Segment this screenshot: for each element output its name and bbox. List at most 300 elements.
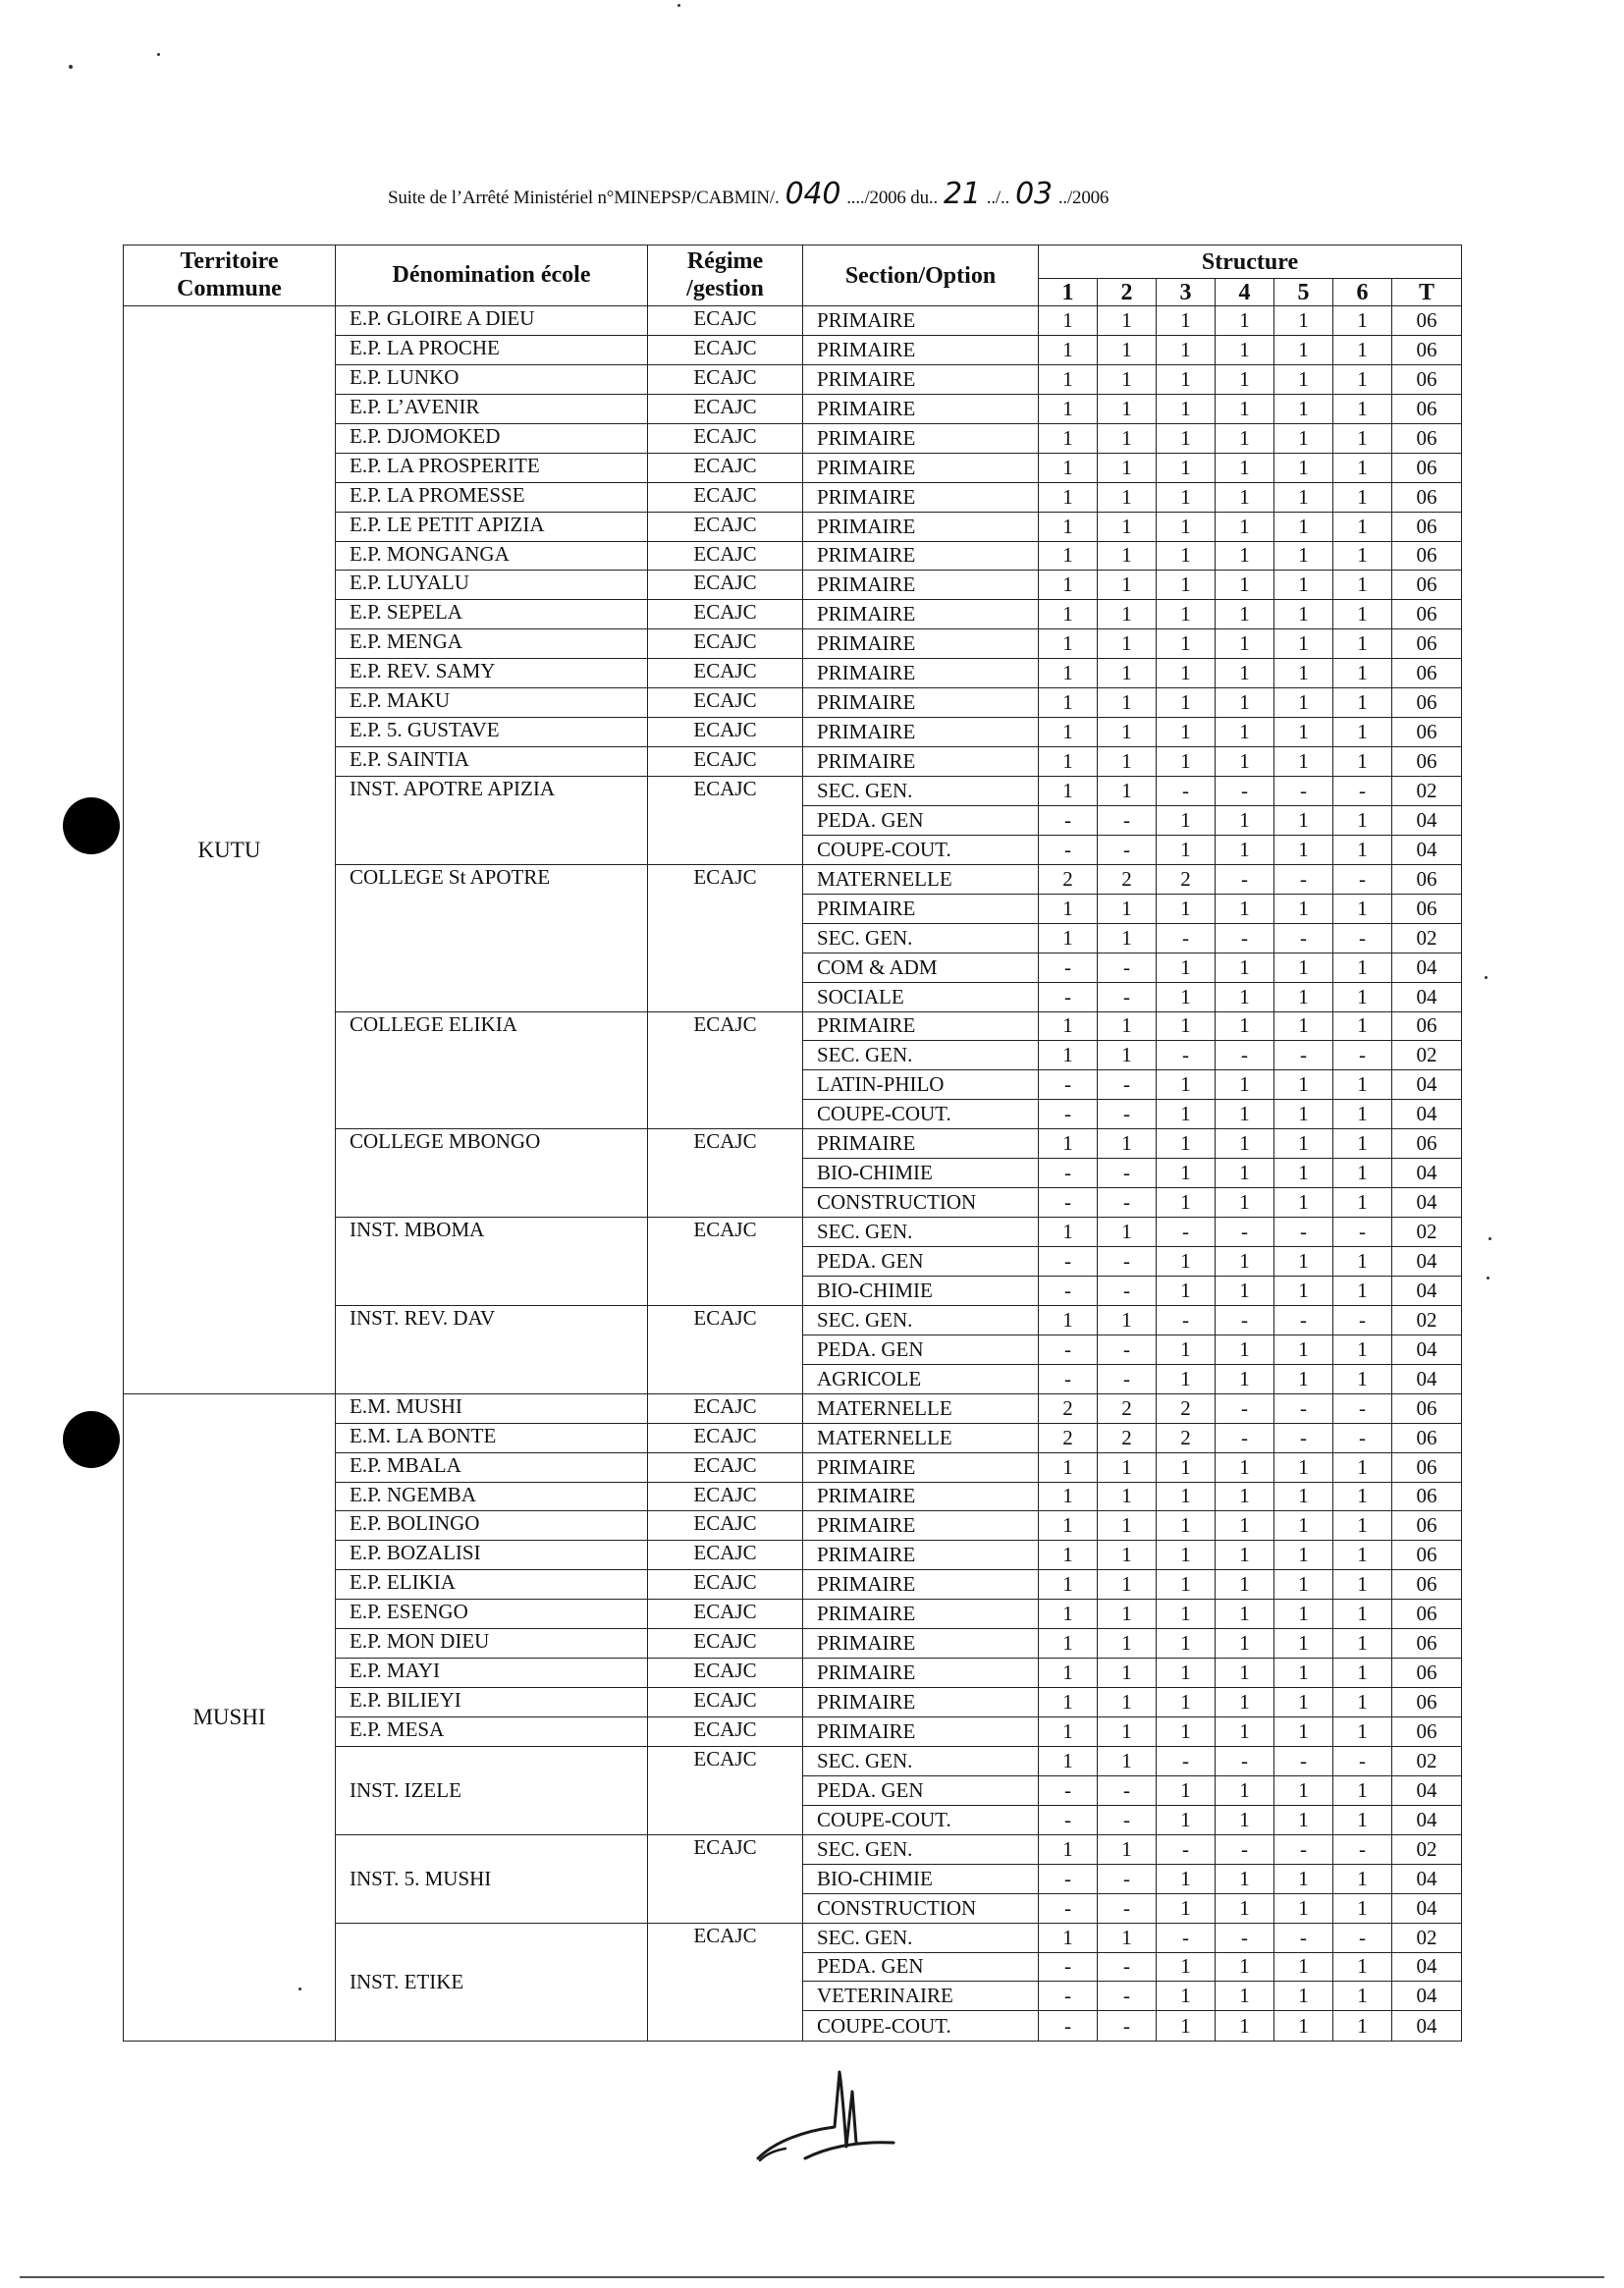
section-cell: PRIMAIRE <box>803 541 1039 571</box>
scan-speck <box>298 1988 301 1990</box>
total-cell: 06 <box>1392 1688 1462 1717</box>
structure-cell: 1 <box>1157 541 1216 571</box>
decree-number: 040 <box>785 177 841 211</box>
structure-cell: 1 <box>1333 747 1392 777</box>
regime-cell: ECAJC <box>648 1923 803 2041</box>
structure-cell: 1 <box>1274 1159 1333 1188</box>
structure-cell: 1 <box>1216 306 1274 336</box>
structure-cell: 1 <box>1274 1717 1333 1747</box>
structure-cell: 1 <box>1274 1659 1333 1688</box>
structure-cell: 1 <box>1333 394 1392 423</box>
structure-cell: 1 <box>1333 1482 1392 1511</box>
structure-cell: 1 <box>1274 1864 1333 1893</box>
structure-cell: 1 <box>1216 1600 1274 1629</box>
total-cell: 06 <box>1392 1452 1462 1482</box>
structure-cell: - <box>1216 777 1274 806</box>
structure-cell: - <box>1098 1952 1157 1982</box>
section-cell: PRIMAIRE <box>803 1482 1039 1511</box>
structure-cell: 1 <box>1274 1452 1333 1482</box>
structure-cell: 1 <box>1274 894 1333 923</box>
section-cell: COUPE-COUT. <box>803 835 1039 864</box>
structure-cell: - <box>1274 1218 1333 1247</box>
structure-cell: 1 <box>1157 2011 1216 2042</box>
section-cell: SEC. GEN. <box>803 923 1039 953</box>
structure-cell: 1 <box>1333 1100 1392 1129</box>
school-name-cell: E.P. LE PETIT APIZIA <box>336 512 648 541</box>
table-body <box>124 306 1462 2042</box>
school-name-cell: E.P. SAINTIA <box>336 747 648 777</box>
structure-cell: 1 <box>1216 1893 1274 1923</box>
structure-cell: - <box>1039 1335 1098 1364</box>
total-cell: 04 <box>1392 1335 1462 1364</box>
section-cell: SEC. GEN. <box>803 1746 1039 1775</box>
structure-cell: 1 <box>1157 1011 1216 1041</box>
section-cell: AGRICOLE <box>803 1364 1039 1393</box>
structure-cell: - <box>1098 982 1157 1011</box>
total-cell: 02 <box>1392 1923 1462 1952</box>
structure-cell: 1 <box>1098 1923 1157 1952</box>
structure-cell: - <box>1274 1923 1333 1952</box>
structure-cell: 1 <box>1157 1570 1216 1600</box>
section-cell: MATERNELLE <box>803 1393 1039 1423</box>
structure-cell: 1 <box>1039 1746 1098 1775</box>
structure-cell: - <box>1098 1276 1157 1305</box>
structure-cell: 1 <box>1216 805 1274 835</box>
structure-cell: 1 <box>1274 541 1333 571</box>
structure-cell: 1 <box>1274 1276 1333 1305</box>
structure-cell: - <box>1333 1305 1392 1335</box>
structure-cell: - <box>1098 1070 1157 1100</box>
total-cell: 06 <box>1392 1511 1462 1541</box>
structure-cell: - <box>1098 1982 1157 2011</box>
structure-cell: - <box>1098 1864 1157 1893</box>
section-cell: PEDA. GEN <box>803 1952 1039 1982</box>
school-name-cell: INST. REV. DAV <box>336 1305 648 1393</box>
section-cell: SEC. GEN. <box>803 1305 1039 1335</box>
col-year-4: 4 <box>1216 279 1274 306</box>
structure-cell: 1 <box>1039 629 1098 659</box>
structure-cell: - <box>1039 1188 1098 1218</box>
structure-cell: 1 <box>1039 600 1098 629</box>
total-cell: 04 <box>1392 1159 1462 1188</box>
section-cell: VETERINAIRE <box>803 1982 1039 2011</box>
structure-cell: 1 <box>1274 1893 1333 1923</box>
total-cell: 04 <box>1392 2011 1462 2042</box>
total-cell: 06 <box>1392 571 1462 600</box>
school-name-cell: E.P. L’AVENIR <box>336 394 648 423</box>
structure-cell: 1 <box>1039 1218 1098 1247</box>
document-heading: Suite de l’Arrêté Ministériel n°MINEPSP/CABMIN/. 040 ..../2006 du.. 21 ../.. 03 ../2006 <box>388 177 1110 211</box>
school-name-cell: E.P. BILIEYI <box>336 1688 648 1717</box>
structure-cell: 1 <box>1216 1247 1274 1277</box>
section-cell: PRIMAIRE <box>803 688 1039 718</box>
school-name-cell: INST. 5. MUSHI <box>336 1834 648 1923</box>
structure-cell: - <box>1333 1423 1392 1452</box>
structure-cell: 1 <box>1216 364 1274 394</box>
section-cell: PEDA. GEN <box>803 1247 1039 1277</box>
structure-cell: 1 <box>1216 423 1274 453</box>
structure-cell: 1 <box>1274 1629 1333 1659</box>
structure-cell: 1 <box>1157 423 1216 453</box>
structure-cell: 1 <box>1157 306 1216 336</box>
structure-cell: 1 <box>1157 894 1216 923</box>
regime-cell: ECAJC <box>648 335 803 364</box>
section-cell: SEC. GEN. <box>803 1041 1039 1070</box>
structure-cell: 1 <box>1274 571 1333 600</box>
structure-cell: - <box>1216 1041 1274 1070</box>
structure-cell: 1 <box>1157 600 1216 629</box>
structure-cell: 1 <box>1216 1952 1274 1982</box>
structure-cell: - <box>1216 864 1274 894</box>
total-cell: 04 <box>1392 1247 1462 1277</box>
structure-cell: - <box>1157 777 1216 806</box>
structure-cell: 1 <box>1216 1159 1274 1188</box>
section-cell: SEC. GEN. <box>803 1218 1039 1247</box>
structure-cell: 1 <box>1216 1659 1274 1688</box>
structure-cell: - <box>1274 864 1333 894</box>
school-name-cell: E.P. BOLINGO <box>336 1511 648 1541</box>
structure-cell: - <box>1098 1188 1157 1218</box>
structure-cell: 1 <box>1098 1570 1157 1600</box>
structure-cell: 1 <box>1039 394 1098 423</box>
structure-cell: 1 <box>1039 1511 1098 1541</box>
structure-cell: 1 <box>1157 1276 1216 1305</box>
structure-cell: 1 <box>1274 1570 1333 1600</box>
scan-speck <box>1487 1277 1489 1280</box>
structure-cell: 1 <box>1333 482 1392 512</box>
structure-cell: 1 <box>1039 1629 1098 1659</box>
school-name-cell: E.P. NGEMBA <box>336 1482 648 1511</box>
col-year-1: 1 <box>1039 279 1098 306</box>
structure-cell: 2 <box>1157 1423 1216 1452</box>
regime-cell: ECAJC <box>648 1218 803 1306</box>
structure-cell: 1 <box>1157 1805 1216 1834</box>
regime-cell: ECAJC <box>648 1717 803 1747</box>
structure-cell: - <box>1216 923 1274 953</box>
structure-cell: 2 <box>1098 864 1157 894</box>
structure-cell: 1 <box>1274 306 1333 336</box>
structure-cell: 1 <box>1216 1511 1274 1541</box>
structure-cell: - <box>1333 1218 1392 1247</box>
structure-cell: 1 <box>1098 1011 1157 1041</box>
structure-cell: 1 <box>1039 364 1098 394</box>
school-name-cell: E.P. SEPELA <box>336 600 648 629</box>
structure-cell: 2 <box>1098 1393 1157 1423</box>
structure-cell: - <box>1274 1393 1333 1423</box>
total-cell: 06 <box>1392 1011 1462 1041</box>
structure-cell: 1 <box>1216 629 1274 659</box>
structure-cell: - <box>1274 923 1333 953</box>
structure-cell: 1 <box>1157 1364 1216 1393</box>
structure-cell: 1 <box>1216 1276 1274 1305</box>
school-name-cell: E.P. MONGANGA <box>336 541 648 571</box>
col-year-3: 3 <box>1157 279 1216 306</box>
structure-cell: 1 <box>1098 688 1157 718</box>
structure-cell: 1 <box>1274 1011 1333 1041</box>
structure-cell: 1 <box>1098 747 1157 777</box>
total-cell: 04 <box>1392 1893 1462 1923</box>
structure-cell: - <box>1216 1393 1274 1423</box>
section-cell: PRIMAIRE <box>803 1688 1039 1717</box>
section-cell: SOCIALE <box>803 982 1039 1011</box>
structure-cell: 1 <box>1098 364 1157 394</box>
structure-cell: 1 <box>1157 1482 1216 1511</box>
structure-cell: 2 <box>1039 1393 1098 1423</box>
section-cell: PEDA. GEN <box>803 1775 1039 1805</box>
section-cell: PRIMAIRE <box>803 423 1039 453</box>
decree-day: 21 <box>944 177 981 211</box>
section-cell: PRIMAIRE <box>803 1011 1039 1041</box>
structure-cell: 1 <box>1274 1070 1333 1100</box>
total-cell: 02 <box>1392 1834 1462 1864</box>
structure-cell: 1 <box>1039 541 1098 571</box>
total-cell: 06 <box>1392 629 1462 659</box>
structure-cell: 1 <box>1157 805 1216 835</box>
total-cell: 04 <box>1392 1982 1462 2011</box>
structure-cell: 1 <box>1157 1982 1216 2011</box>
total-cell: 04 <box>1392 1952 1462 1982</box>
structure-cell: 1 <box>1039 571 1098 600</box>
structure-cell: 1 <box>1157 394 1216 423</box>
section-cell: PRIMAIRE <box>803 747 1039 777</box>
school-name-cell: E.P. LA PROMESSE <box>336 482 648 512</box>
structure-cell: 1 <box>1157 482 1216 512</box>
structure-cell: 1 <box>1333 1864 1392 1893</box>
structure-cell: 1 <box>1333 1452 1392 1482</box>
structure-cell: 1 <box>1274 659 1333 688</box>
structure-cell: 1 <box>1157 1600 1216 1629</box>
structure-cell: - <box>1274 1746 1333 1775</box>
section-cell: COUPE-COUT. <box>803 2011 1039 2042</box>
regime-cell: ECAJC <box>648 1393 803 1423</box>
structure-cell: 1 <box>1157 571 1216 600</box>
regime-cell: ECAJC <box>648 1659 803 1688</box>
structure-cell: - <box>1039 1864 1098 1893</box>
structure-cell: 1 <box>1157 1159 1216 1188</box>
structure-cell: 1 <box>1157 953 1216 982</box>
structure-cell: - <box>1274 777 1333 806</box>
total-cell: 04 <box>1392 1100 1462 1129</box>
total-cell: 06 <box>1392 1570 1462 1600</box>
structure-cell: - <box>1039 805 1098 835</box>
structure-cell: 1 <box>1098 512 1157 541</box>
total-cell: 06 <box>1392 335 1462 364</box>
scan-speck <box>69 65 73 69</box>
heading-prefix: Suite de l’Arrêté Ministériel n°MINEPSP/CABMIN/ <box>388 188 776 208</box>
school-name-cell: E.P. MBALA <box>336 1452 648 1482</box>
structure-cell: 1 <box>1216 1775 1274 1805</box>
total-cell: 04 <box>1392 953 1462 982</box>
col-structure: Structure <box>1039 245 1462 279</box>
col-year-6: 6 <box>1333 279 1392 306</box>
structure-cell: 1 <box>1157 1893 1216 1923</box>
structure-cell: 1 <box>1039 894 1098 923</box>
structure-cell: 1 <box>1274 364 1333 394</box>
regime-cell: ECAJC <box>648 1746 803 1834</box>
school-name-cell: INST. ETIKE <box>336 1923 648 2041</box>
structure-cell: 1 <box>1216 453 1274 482</box>
structure-cell: - <box>1098 1100 1157 1129</box>
structure-cell: 1 <box>1274 1482 1333 1511</box>
scan-speck <box>1485 976 1488 979</box>
structure-cell: 1 <box>1157 629 1216 659</box>
structure-cell: - <box>1333 1923 1392 1952</box>
structure-cell: 1 <box>1039 1717 1098 1747</box>
structure-cell: 1 <box>1274 1982 1333 2011</box>
structure-cell: - <box>1039 1952 1098 1982</box>
regime-cell: ECAJC <box>648 1305 803 1393</box>
scan-speck <box>157 53 160 56</box>
regime-cell: ECAJC <box>648 453 803 482</box>
structure-cell: 1 <box>1157 1952 1216 1982</box>
structure-cell: 1 <box>1039 482 1098 512</box>
structure-cell: 2 <box>1098 1423 1157 1452</box>
structure-cell: 1 <box>1098 659 1157 688</box>
structure-cell: 1 <box>1216 953 1274 982</box>
section-cell: PRIMAIRE <box>803 1541 1039 1570</box>
structure-cell: 1 <box>1274 423 1333 453</box>
structure-cell: 1 <box>1098 718 1157 747</box>
table-row <box>124 1393 1462 1423</box>
section-cell: PRIMAIRE <box>803 1600 1039 1629</box>
structure-cell: 1 <box>1039 1541 1098 1570</box>
structure-cell: 1 <box>1157 512 1216 541</box>
total-cell: 06 <box>1392 364 1462 394</box>
structure-cell: 1 <box>1098 600 1157 629</box>
regime-cell: ECAJC <box>648 1629 803 1659</box>
structure-cell: 1 <box>1274 629 1333 659</box>
structure-cell: - <box>1274 1041 1333 1070</box>
school-name-cell: E.P. MON DIEU <box>336 1629 648 1659</box>
heading-mid: /2006 du <box>864 188 929 208</box>
structure-cell: 1 <box>1098 394 1157 423</box>
regime-cell: ECAJC <box>648 423 803 453</box>
structure-cell: 1 <box>1274 335 1333 364</box>
structure-cell: 1 <box>1157 1188 1216 1218</box>
total-cell: 06 <box>1392 1600 1462 1629</box>
structure-cell: 1 <box>1039 453 1098 482</box>
section-cell: PRIMAIRE <box>803 629 1039 659</box>
structure-cell: 2 <box>1157 1393 1216 1423</box>
regime-cell: ECAJC <box>648 541 803 571</box>
structure-cell: 1 <box>1216 600 1274 629</box>
structure-cell: 1 <box>1098 335 1157 364</box>
structure-cell: 1 <box>1098 453 1157 482</box>
section-cell: MATERNELLE <box>803 864 1039 894</box>
structure-cell: 1 <box>1333 571 1392 600</box>
total-cell: 06 <box>1392 747 1462 777</box>
total-cell: 06 <box>1392 541 1462 571</box>
regime-cell: ECAJC <box>648 629 803 659</box>
regime-cell: ECAJC <box>648 1011 803 1129</box>
school-name-cell: E.P. REV. SAMY <box>336 659 648 688</box>
structure-cell: 1 <box>1274 1247 1333 1277</box>
structure-cell: 1 <box>1274 1541 1333 1570</box>
section-cell: BIO-CHIMIE <box>803 1864 1039 1893</box>
col-territoire: Territoire Commune <box>124 245 336 306</box>
total-cell: 02 <box>1392 1041 1462 1070</box>
structure-cell: - <box>1157 1041 1216 1070</box>
structure-cell: - <box>1039 953 1098 982</box>
total-cell: 06 <box>1392 1393 1462 1423</box>
regime-cell: ECAJC <box>648 864 803 1011</box>
structure-cell: 1 <box>1098 894 1157 923</box>
structure-cell: 1 <box>1333 894 1392 923</box>
structure-cell: 1 <box>1333 1129 1392 1159</box>
structure-cell: 1 <box>1333 1364 1392 1393</box>
section-cell: PRIMAIRE <box>803 1570 1039 1600</box>
total-cell: 04 <box>1392 1864 1462 1893</box>
structure-cell: 1 <box>1039 718 1098 747</box>
structure-cell: 1 <box>1098 1541 1157 1570</box>
structure-cell: 1 <box>1157 1129 1216 1159</box>
structure-cell: 1 <box>1039 688 1098 718</box>
total-cell: 06 <box>1392 1423 1462 1452</box>
regime-cell: ECAJC <box>648 600 803 629</box>
school-name-cell: E.M. MUSHI <box>336 1393 648 1423</box>
structure-cell: 1 <box>1333 688 1392 718</box>
school-name-cell: E.P. LUYALU <box>336 571 648 600</box>
structure-cell: 1 <box>1216 1452 1274 1482</box>
section-cell: PRIMAIRE <box>803 394 1039 423</box>
structure-cell: 1 <box>1157 1335 1216 1364</box>
total-cell: 06 <box>1392 512 1462 541</box>
structure-cell: 1 <box>1157 718 1216 747</box>
structure-cell: 1 <box>1157 835 1216 864</box>
structure-cell: 1 <box>1333 1629 1392 1659</box>
regime-cell: ECAJC <box>648 1688 803 1717</box>
structure-cell: 1 <box>1216 1335 1274 1364</box>
section-cell: SEC. GEN. <box>803 1923 1039 1952</box>
structure-cell: 1 <box>1098 1482 1157 1511</box>
structure-cell: 1 <box>1157 1100 1216 1129</box>
regime-cell: ECAJC <box>648 1600 803 1629</box>
total-cell: 06 <box>1392 453 1462 482</box>
structure-cell: 1 <box>1333 1511 1392 1541</box>
structure-cell: 1 <box>1333 512 1392 541</box>
section-cell: PRIMAIRE <box>803 1659 1039 1688</box>
structure-cell: 1 <box>1039 1923 1098 1952</box>
structure-cell: 1 <box>1157 1659 1216 1688</box>
structure-cell: 1 <box>1216 1482 1274 1511</box>
section-cell: CONSTRUCTION <box>803 1188 1039 1218</box>
structure-cell: 1 <box>1216 1982 1274 2011</box>
structure-cell: 1 <box>1157 1717 1216 1747</box>
total-cell: 02 <box>1392 1746 1462 1775</box>
structure-cell: 1 <box>1274 1129 1333 1159</box>
regime-cell: ECAJC <box>648 1570 803 1600</box>
structure-cell: 1 <box>1274 1364 1333 1393</box>
structure-cell: 1 <box>1274 835 1333 864</box>
section-cell: PRIMAIRE <box>803 482 1039 512</box>
structure-cell: 1 <box>1098 1511 1157 1541</box>
school-name-cell: COLLEGE ELIKIA <box>336 1011 648 1129</box>
col-total: T <box>1392 279 1462 306</box>
structure-cell: 1 <box>1274 688 1333 718</box>
section-cell: BIO-CHIMIE <box>803 1276 1039 1305</box>
total-cell: 06 <box>1392 864 1462 894</box>
structure-cell: 1 <box>1157 364 1216 394</box>
structure-cell: 1 <box>1333 982 1392 1011</box>
col-ecole: Dénomination école <box>336 245 648 306</box>
structure-cell: 1 <box>1274 482 1333 512</box>
structure-cell: 1 <box>1274 1688 1333 1717</box>
total-cell: 06 <box>1392 1129 1462 1159</box>
structure-cell: 1 <box>1216 747 1274 777</box>
structure-cell: - <box>1098 1364 1157 1393</box>
regime-cell: ECAJC <box>648 718 803 747</box>
total-cell: 02 <box>1392 1305 1462 1335</box>
